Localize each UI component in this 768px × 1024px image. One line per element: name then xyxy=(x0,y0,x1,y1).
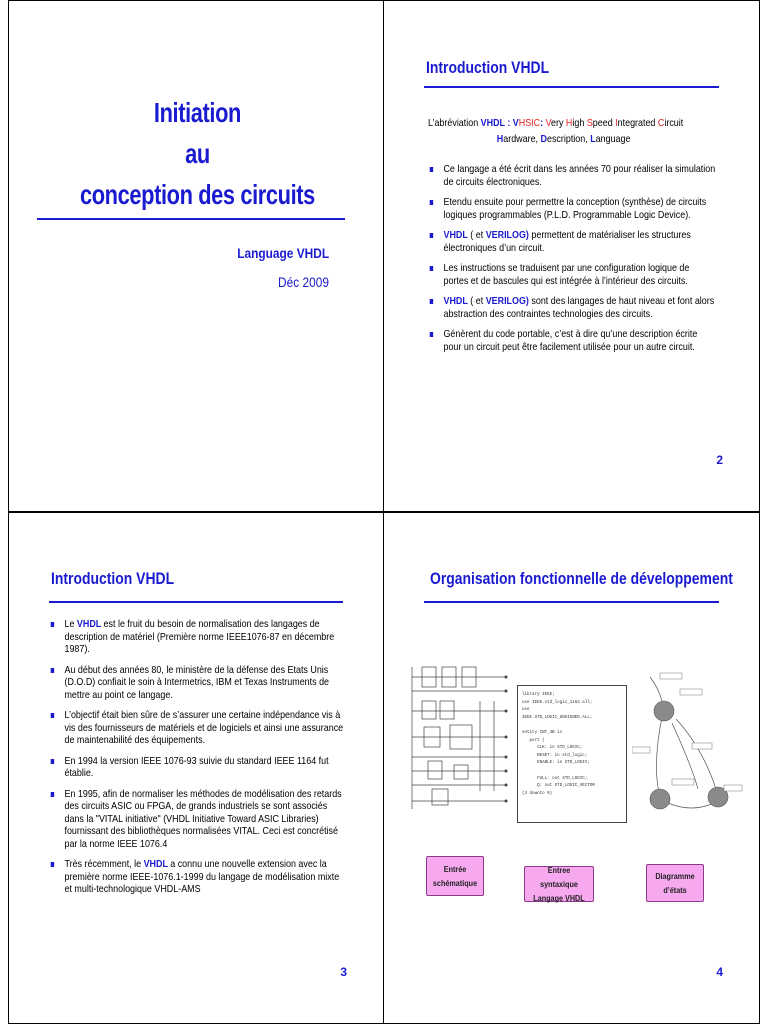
list-item: Etendu ensuite pour permettre la conception (synthèse) de circuits logiques programmables (P.L.D. Programmable Logic Device). xyxy=(428,197,716,222)
abbr-segment: escription, xyxy=(546,133,591,145)
abbr-segment: ardware, xyxy=(503,133,541,145)
list-item: VHDL ( et VERILOG) permettent de matérialiser les structures électroniques d’un circuit. xyxy=(428,230,716,255)
abbr-segment: ircuit xyxy=(664,118,684,129)
subtitle: Language VHDL xyxy=(237,245,329,261)
box-state-diagram: Diagramme d’états xyxy=(646,864,704,902)
title-rule xyxy=(424,601,719,603)
list-item: En 1995, afin de normaliser les méthodes de modélisation des retards des circuits ASIC ou FPGA, de grands industriels se sont associés dans la "VITAL initiative" (VHDL Initiative Toward ASIC Libraries) fournissant des bibliothèques normalisées VITAL. Ceci est concrétisé par la norme IEEE 1076.4 xyxy=(49,789,346,852)
slide-1 xyxy=(8,0,384,512)
list-item: Ce langage a été écrit dans les années 70 pour réaliser la simulation de circuits électroniques. xyxy=(428,164,716,189)
page-number: 4 xyxy=(716,965,723,979)
title-rule xyxy=(37,218,345,220)
abbr-segment: H xyxy=(496,133,504,145)
list-item: Les instructions se traduisent par une configuration logique de portes et de bascules qui est intégrée à l’intérieur des circuits. xyxy=(428,263,716,288)
slide-4 xyxy=(384,512,760,1024)
abbr-segment: D xyxy=(540,133,547,145)
abbr-segment: V xyxy=(545,118,552,129)
abbreviation: L’abréviation VHDL : VHSIC: Very High Speed Integrated Circuit Hardware, Description, Language xyxy=(428,118,738,146)
abbr-segment: : xyxy=(540,118,546,129)
slide-3-title: Introduction VHDL xyxy=(51,569,175,588)
abbr-segment: C xyxy=(657,118,665,129)
list-item: L’objectif était bien sûre de s’assurer une certaine indépendance vis à vis des fournisseurs de matériels et de logiciels et ainsi une assurance de maintenabilité des équipements. xyxy=(49,710,346,748)
abbr-segment: ery xyxy=(551,118,566,129)
abbr-segment: anguage xyxy=(595,133,631,145)
slide-3 xyxy=(8,512,384,1024)
abbr-segment: peed xyxy=(592,118,616,129)
title-rule xyxy=(49,601,343,603)
bullet-list xyxy=(428,164,716,362)
list-item: Le VHDL est le fruit du besoin de normalisation des langages de description de matériel (Première norme IEEE1076-87 en décembre 1987). xyxy=(49,619,346,657)
box-schematic-entry: Entrée schématique xyxy=(426,856,484,896)
page-number: 2 xyxy=(716,453,723,467)
state-diagram-figure xyxy=(632,667,744,815)
date: Déc 2009 xyxy=(278,274,329,290)
abbr-segment: igh xyxy=(572,118,587,129)
abbr-segment: ntegrated xyxy=(617,118,658,129)
list-item: En 1994 la version IEEE 1076-93 suivie du standard IEEE 1164 fut établie. xyxy=(49,756,346,781)
vhdl-code-figure: library IEEE; use IEEE.std_logic_1164.all; use IEEE.STD_LOGIC_UNSIGNED.ALL; entity CNT_4B is port ( CLK: in STD_LOGIC; RESET: in std_logic; ENABLE: in STD_LOGIC; FULL: out STD_LOGIC; Q: out STD_LOGIC_VECTOR (3 downto 0) xyxy=(517,685,627,823)
abbr-segment: HSIC xyxy=(518,118,541,129)
slide-2 xyxy=(384,0,760,512)
title-rule xyxy=(424,86,719,88)
slide-2-title: Introduction VHDL xyxy=(426,58,550,77)
list-item: Au début des années 80, le ministère de la défense des Etats Unis (D.O.D) confiait le soin à Intermetrics, IBM et Texas Instruments de mettre au point ce langage. xyxy=(49,665,346,703)
list-item: VHDL ( et VERILOG) sont des langages de haut niveau et font alors abstraction des contraintes technologies des circuits. xyxy=(428,296,716,321)
abbr-line-2 xyxy=(428,134,738,147)
schematic-figure xyxy=(410,661,514,815)
abbr-segment: H xyxy=(565,118,573,129)
abbr-segment: L xyxy=(590,133,596,145)
list-item: Très récemment, le VHDL a connu une nouvelle extension avec la première norme IEEE-1076.1-1999 du langage de modélisation mixte et multi-technologique VHDL-AMS xyxy=(49,859,346,897)
abbr-segment: S xyxy=(586,118,593,129)
page-number: 3 xyxy=(340,965,347,979)
abbr-segment: V xyxy=(512,118,519,129)
abbr-segment: I xyxy=(615,118,618,129)
bullet-list xyxy=(49,619,346,905)
slide-1-title: Initiation au conception des circuits xyxy=(79,97,315,210)
box-vhdl-entry: Entree syntaxique Langage VHDL xyxy=(524,866,594,902)
slide-4-title: Organisation fonctionnelle de développement xyxy=(430,569,733,588)
abbr-line-1 xyxy=(513,118,683,129)
list-item: Génèrent du code portable, c’est à dire qu’une description écrite pour un circuit peut être facilement utilisée pour un autre circuit. xyxy=(428,329,716,354)
